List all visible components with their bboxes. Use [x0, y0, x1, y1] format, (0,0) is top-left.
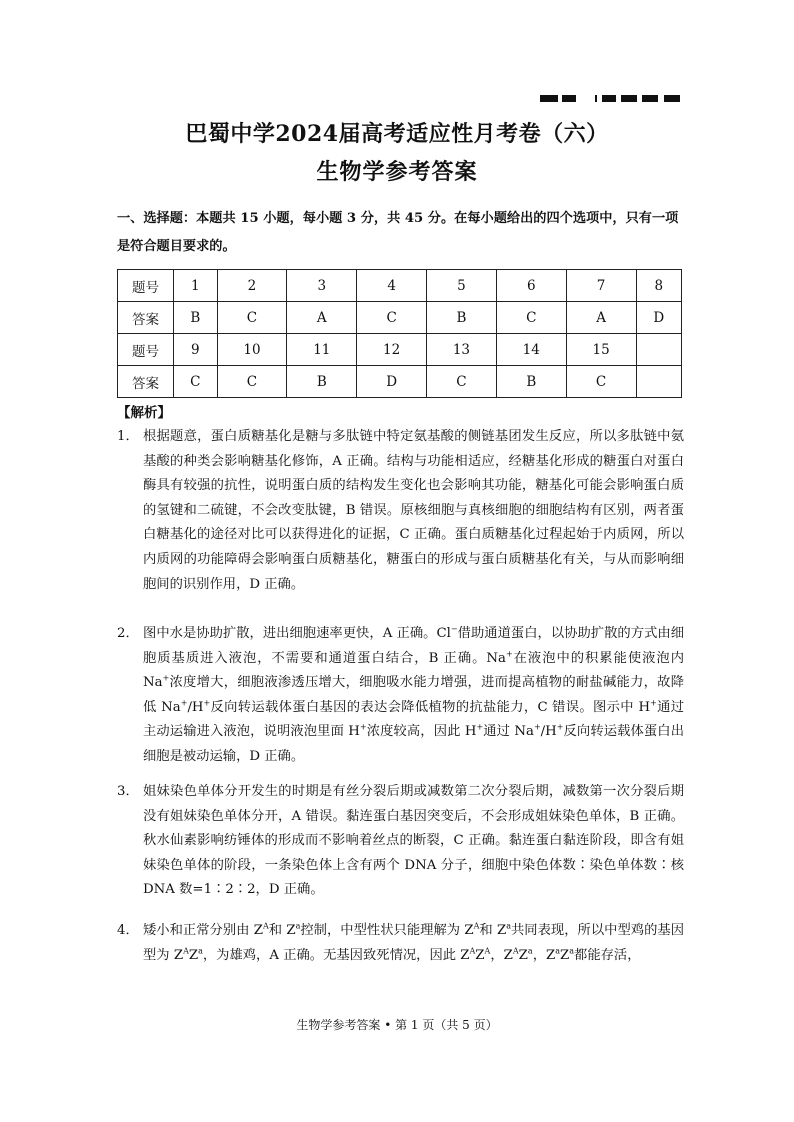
question-number: 10 [217, 334, 287, 366]
question-number: 11 [287, 334, 357, 366]
analysis-label: 【解析】 [117, 405, 171, 421]
answer-cell: D [636, 302, 681, 334]
answer-cell: C [217, 366, 287, 398]
answer-cell: A [287, 302, 357, 334]
question-label: 题号 [118, 270, 174, 302]
table-row [118, 270, 682, 302]
analysis-item-4 [117, 919, 684, 968]
question-label: 题号 [118, 334, 174, 366]
answer-cell: B [427, 302, 497, 334]
question-number: 14 [496, 334, 566, 366]
item-number: 4． [117, 923, 139, 938]
answer-cell: C [217, 302, 287, 334]
answer-label: 答案 [118, 302, 174, 334]
answer-cell [636, 366, 681, 398]
answer-label: 答案 [118, 366, 174, 398]
answer-cell: C [496, 302, 566, 334]
answer-cell: A [566, 302, 636, 334]
table-row [118, 334, 682, 366]
question-number: 4 [357, 270, 427, 302]
item-text: 根据题意，蛋白质糖基化是糖与多肽链中特定氨基酸的侧链基团发生反应，所以多肽链中氨基酸的种类会影响糖基化修饰，A 正确。结构与功能相适应，经糖基化形成的糖蛋白对蛋白酶具有较强的抗性，说明蛋白质的结构发生变化也会影响其功能，糖基化可能会影响蛋白质的氢键和二硫键，不会改变肽键，B 错误。原核细胞与真核细胞的细胞结构有区别，两者蛋白糖基化的途径对比可以获得进化的证据，C 正确。蛋白质糖基化过程起始于内质网，所以内质网的功能障碍会影响蛋白质糖基化，糖蛋白的形成与蛋白质糖基化有关，与从而影响细胞间的识别作用，D 正确。 [143, 429, 684, 592]
section-heading: 一、选择题：本题共 15 小题，每小题 3 分，共 45 分。在每小题给出的四个选项中，只有一项是符合题目要求的。 [117, 211, 679, 254]
item-number: 2． [117, 626, 139, 641]
answer-cell: C [174, 366, 218, 398]
analysis-item-3 [117, 780, 684, 903]
header-decoration-marks [540, 95, 685, 103]
analysis-item-1 [117, 425, 684, 597]
question-number: 12 [357, 334, 427, 366]
analysis-item-2 [117, 622, 684, 770]
question-number [636, 334, 681, 366]
question-number: 2 [217, 270, 287, 302]
table-row [118, 366, 682, 398]
question-number: 8 [636, 270, 681, 302]
page-footer: 生物学参考答案 • 第 1 页（共 5 页） [296, 1018, 498, 1032]
question-number: 13 [427, 334, 497, 366]
answer-cell: D [357, 366, 427, 398]
question-number: 9 [174, 334, 218, 366]
question-number: 15 [566, 334, 636, 366]
document-title: 巴蜀中学2024届高考适应性月考卷（六） [185, 121, 609, 147]
answer-cell: C [357, 302, 427, 334]
question-number: 6 [496, 270, 566, 302]
answer-table [117, 269, 682, 398]
answer-cell: B [174, 302, 218, 334]
question-number: 7 [566, 270, 636, 302]
answer-cell: C [427, 366, 497, 398]
question-number: 3 [287, 270, 357, 302]
answer-cell: B [287, 366, 357, 398]
question-number: 1 [174, 270, 218, 302]
item-text: 姐妹染色单体分开发生的时期是有丝分裂后期或减数第二次分裂后期，减数第一次分裂后期没有姐妹染色单体分开，A 错误。黏连蛋白基因突变后，不会形成姐妹染色单体，B 正确。秋水仙素影响纺锤体的形成而不影响着丝点的断裂，C 正确。黏连蛋白黏连阶段，即含有姐妹染色单体的阶段，一条染色体上含有两个 DNA 分子，细胞中染色体数∶染色单体数∶核 DNA 数=1∶2∶2，D 正确。 [143, 784, 684, 898]
document-subtitle: 生物学参考答案 [316, 159, 478, 185]
answer-cell: B [496, 366, 566, 398]
table-row [118, 302, 682, 334]
question-number: 5 [427, 270, 497, 302]
item-number: 1． [117, 429, 139, 444]
item-text: 矮小和正常分别由 $Z^A$和 $Z^a$控制，中型性状只能理解为 $Z^A$和 $Z^a$共同表现，所以中型鸡的基因型为 $Z^AZ^a$，为雄鸡，A 正确。无基因致死情况，因此 $Z^AZ^A$，$Z^AZ^a$，$Z^aZ^a$都能存活， [143, 921, 685, 963]
item-text: 图中水是协助扩散，进出细胞速率更快，A 正确。Cl−借助通道蛋白，以协助扩散的方式由细胞质基质进入液泡，不需要和通道蛋白结合，B 正确。Na+在液泡中的积累能使液泡内Na+浓度增大，细胞液渗透压增大，细胞吸水能力增强，进而提高植物的耐盐碱能力，故降低 Na+/H+反向转运载体蛋白基因的表达会降低植物的抗盐能力，C 错误。图示中 H+通过主动运输进入液泡，说明液泡里面 H+浓度较高，因此 H+通过 Na+/H+反向转运载体蛋白出细胞是被动运输，D 正确。 [143, 624, 685, 764]
item-number: 3． [117, 784, 139, 799]
answer-cell: C [566, 366, 636, 398]
